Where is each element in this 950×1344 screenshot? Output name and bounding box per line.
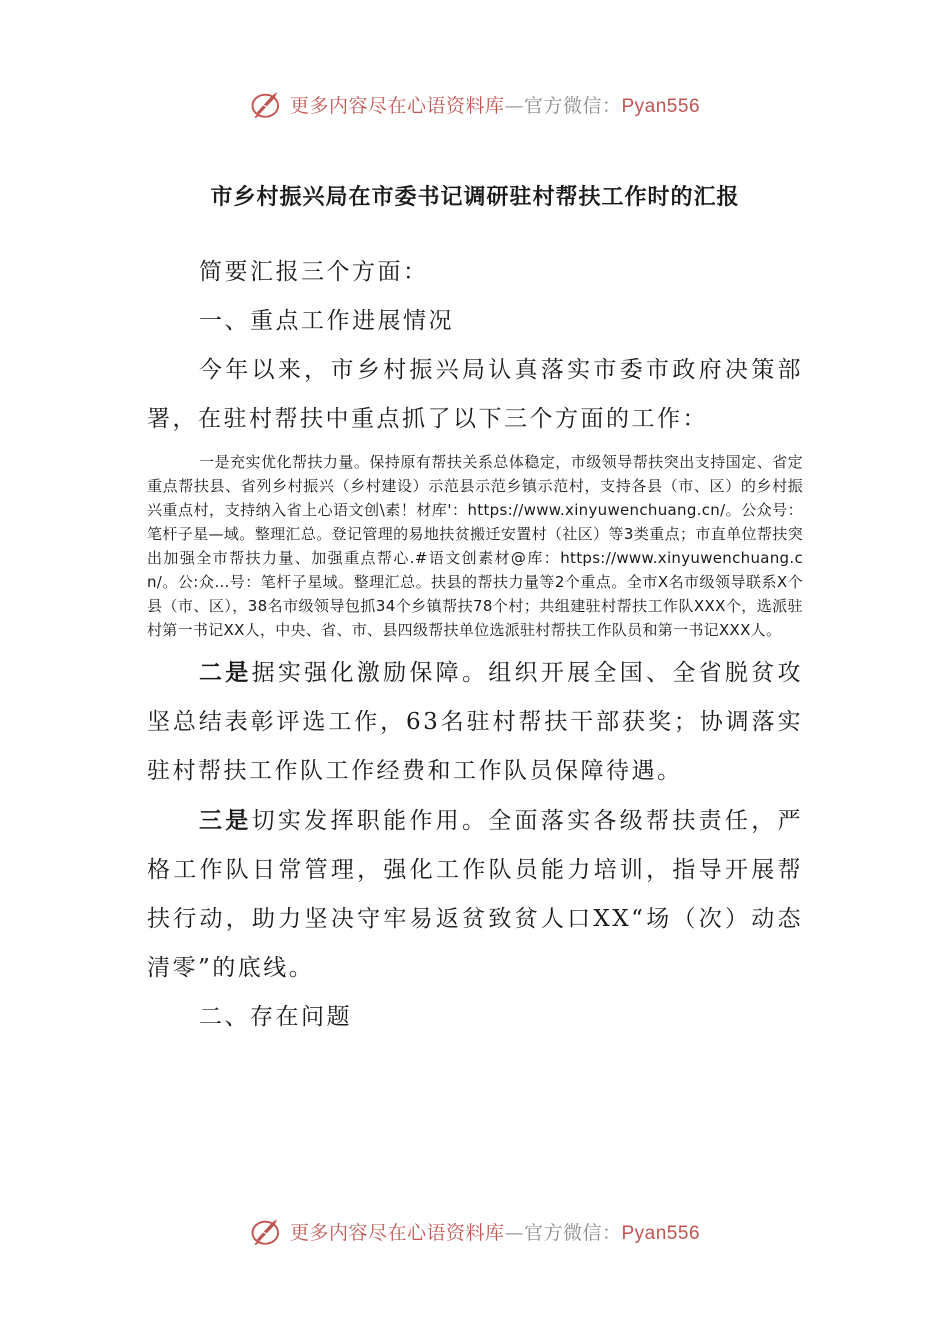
watermark-separator: — bbox=[504, 94, 524, 117]
paragraph-point-one: 一是充实优化帮扶力量。保持原有帮扶关系总体稳定，市级领导帮扶突出支持国定、省定重点帮扶县、省列乡村振兴（乡村建设）示范县示范乡镇示范村，支持各县（市、区）的乡村振兴重点村，支持纳入省上心语文创\素！材库'：https://www.xinyuwenchuang.cn/。公众号：笔杆子星—域。整理汇总。登记管理的易地扶贫搬迁安置村（社区）等3类重点；市直单位帮扶突出加强全市帮扶力量、加强重点帮心.#语文创素材@库：https://www.xinyuwenchuang.cn/。公:众…号：笔杆子星域。整理汇总。扶县的帮扶力量等2个重点。全市X名市级领导联系X个县（市、区），38名市级领导包抓34个乡镇帮扶78个村；共组建驻村帮扶工作队XXX个，选派驻村第一书记XX人，中央、省、市、县四级帮扶单位选派驻村帮扶工作队员和第一书记XXX人。 bbox=[147, 453, 803, 639]
point-two-lead: 二是 bbox=[199, 659, 252, 686]
watermark-header bbox=[0, 84, 950, 124]
watermark-brand: 更多内容尽在心语资料库 bbox=[289, 94, 505, 117]
document-body bbox=[147, 248, 803, 1042]
watermark-wechat-id: Pyan556 bbox=[621, 95, 701, 117]
watermark-text bbox=[290, 91, 700, 118]
watermark-wechat-label: 官方微信： bbox=[523, 94, 622, 117]
intro-paragraph: 简要汇报三个方面： bbox=[199, 259, 429, 285]
section-heading-progress: 一、重点工作进展情况 bbox=[199, 308, 454, 334]
pen-nib-logo-icon bbox=[250, 1214, 284, 1248]
point-three-text: 切实发挥职能作用。全面落实各级帮扶责任，严格工作队日常管理，强化工作队员能力培训，指导开展帮扶行动，助力坚决守牢易返贫致贫人口XX“场（次）动态清零”的底线。 bbox=[147, 808, 804, 981]
point-three-lead: 三是 bbox=[199, 807, 252, 834]
watermark-brand: 更多内容尽在心语资料库 bbox=[289, 1221, 505, 1244]
paragraph-point-two bbox=[147, 648, 803, 796]
paragraph-overview: 今年以来，市乡村振兴局认真落实市委市政府决策部署，在驻村帮扶中重点抓了以下三个方面的工作： bbox=[147, 357, 803, 432]
watermark-wechat-id: Pyan556 bbox=[621, 1222, 701, 1244]
watermark-separator: — bbox=[504, 1221, 524, 1244]
point-two-text: 据实强化激励保障。组织开展全国、全省脱贫攻坚总结表彰评选工作，63名驻村帮扶干部获奖；协调落实驻村帮扶工作队工作经费和工作队员保障待遇。 bbox=[147, 660, 804, 784]
document-title: 市乡村振兴局在市委书记调研驻村帮扶工作时的汇报 bbox=[210, 185, 740, 210]
section-heading-problems: 二、存在问题 bbox=[199, 1004, 352, 1030]
watermark-footer bbox=[0, 1211, 950, 1251]
paragraph-point-three bbox=[147, 796, 803, 993]
pen-nib-logo-icon bbox=[250, 87, 284, 121]
watermark-wechat-label: 官方微信： bbox=[523, 1221, 622, 1244]
watermark-text bbox=[290, 1218, 700, 1245]
